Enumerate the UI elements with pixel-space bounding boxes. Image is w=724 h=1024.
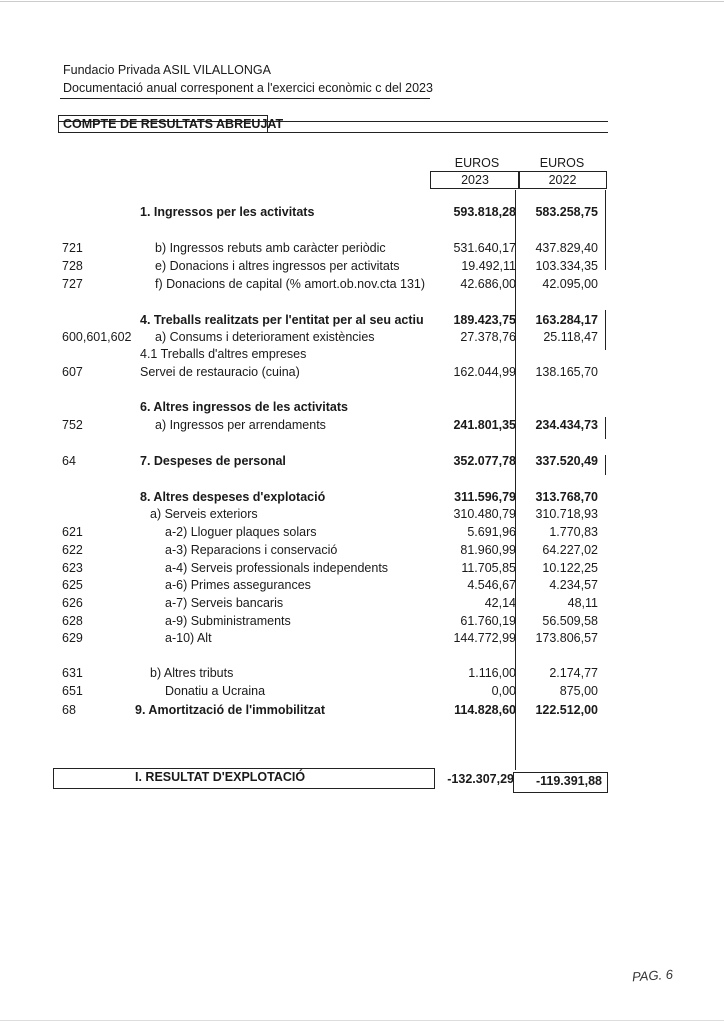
row-label: b) Ingressos rebuts amb caràcter periòdic (155, 241, 386, 255)
row-label: a-9) Subministraments (165, 614, 291, 628)
value-2022: 875,00 (559, 684, 598, 698)
result-label: I. RESULTAT D'EXPLOTACIÓ (135, 770, 306, 784)
page-mark: PAG. 6 (631, 966, 674, 985)
value-2023: 19.492,11 (461, 259, 516, 273)
column-year-2023: 2023 (430, 171, 520, 189)
top-edge-line (0, 1, 724, 2)
account-code: 625 (62, 578, 83, 592)
account-code: 68 (62, 703, 76, 717)
row-label: 8. Altres despeses d'explotació (140, 490, 326, 504)
result-value-2022: -119.391,88 (535, 774, 602, 788)
value-2023: 42,14 (484, 596, 516, 610)
row-label: 9. Amortització de l'immobilitzat (135, 703, 326, 717)
account-code: 631 (62, 666, 83, 680)
row-label: a-6) Primes assegurances (165, 578, 311, 592)
value-2022: 138.165,70 (535, 365, 598, 379)
account-code: 651 (62, 684, 83, 698)
row-label: a-2) Lloguer plaques solars (165, 525, 317, 539)
value-2022: 310.718,93 (535, 507, 598, 521)
section-title: COMPTE DE RESULTATS ABREUJAT (63, 117, 284, 131)
value-2022: 163.284,17 (535, 313, 598, 327)
value-2022: 2.174,77 (549, 666, 598, 680)
organization-name: Fundacio Privada ASIL VILALLONGA (63, 63, 271, 77)
value-2023: 241.801,35 (453, 418, 516, 432)
account-code: 727 (62, 277, 83, 291)
value-2023: 0,00 (491, 684, 516, 698)
row-label: 6. Altres ingressos de les activitats (140, 400, 348, 414)
value-2023: 5.691,96 (467, 525, 516, 539)
account-code: 626 (62, 596, 83, 610)
account-code: 607 (62, 365, 83, 379)
row-label: 4. Treballs realitzats per l'entitat per al seu actiu (140, 313, 424, 327)
row-label: b) Altres tributs (150, 666, 234, 680)
result-value-2023: -132.307,29 (447, 772, 514, 786)
value-2022: 64.227,02 (542, 543, 598, 557)
value-2022: 103.334,35 (535, 259, 598, 273)
account-code: 64 (62, 454, 76, 468)
value-2023: 81.960,99 (460, 543, 516, 557)
account-code: 628 (62, 614, 83, 628)
value-2023: 531.640,17 (453, 241, 516, 255)
value-2022: 1.770,83 (549, 525, 598, 539)
value-2022: 122.512,00 (535, 703, 598, 717)
value-2023: 4.546,67 (467, 578, 516, 592)
account-code: 728 (62, 259, 83, 273)
value-2023: 27.378,76 (460, 330, 516, 344)
value-2022: 42.095,00 (542, 277, 598, 291)
value-2023: 352.077,78 (453, 454, 516, 468)
column-right-edge-top (605, 190, 606, 270)
document-title: Documentació anual corresponent a l'exercici econòmic c del 2023 (63, 81, 433, 95)
value-2022: 10.122,25 (542, 561, 598, 575)
account-code: 752 (62, 418, 83, 432)
value-2023: 310.480,79 (453, 507, 516, 521)
row-label: e) Donacions i altres ingressos per activitats (155, 259, 400, 273)
value-2022: 4.234,57 (549, 578, 598, 592)
row-label: a) Ingressos per arrendaments (155, 418, 326, 432)
row-label: a-7) Serveis bancaris (165, 596, 284, 610)
row-label: a) Consums i deteriorament existències (155, 330, 375, 344)
value-2023: 311.596,79 (454, 490, 516, 504)
row-label: Servei de restauracio (cuina) (140, 365, 300, 379)
value-2022: 56.509,58 (542, 614, 598, 628)
account-code: 622 (62, 543, 83, 557)
value-2023: 144.772,99 (453, 631, 516, 645)
value-2023: 593.818,28 (453, 205, 516, 219)
value-2023: 162.044,99 (453, 365, 516, 379)
value-2023: 42.686,00 (460, 277, 516, 291)
value-2022: 173.806,57 (535, 631, 598, 645)
row-label: 1. Ingressos per les activitats (140, 205, 315, 219)
column-right-edge-arr (605, 417, 606, 439)
value-2023: 189.423,75 (453, 313, 516, 327)
account-code: 600,601,602 (62, 330, 132, 344)
column-currency-2022: EUROS (539, 156, 585, 170)
column-right-edge-mid (605, 310, 606, 350)
column-currency-2023: EUROS (454, 156, 500, 170)
account-code: 629 (62, 631, 83, 645)
row-label: a-3) Reparacions i conservació (165, 543, 338, 557)
bottom-edge-line (0, 1020, 724, 1021)
value-2022: 313.768,70 (535, 490, 598, 504)
value-2022: 48,11 (567, 596, 598, 610)
header-underline (60, 98, 430, 99)
value-2023: 114.828,60 (454, 703, 516, 717)
account-code: 621 (62, 525, 83, 539)
value-2022: 583.258,75 (535, 205, 598, 219)
column-right-edge-pers (605, 455, 606, 475)
row-label: a) Serveis exteriors (150, 507, 258, 521)
value-2023: 61.760,19 (460, 614, 516, 628)
value-2022: 234.434,73 (535, 418, 598, 432)
column-year-2022: 2022 (518, 171, 607, 189)
account-code: 721 (62, 241, 83, 255)
row-label: 4.1 Treballs d'altres empreses (140, 347, 307, 361)
row-label: 7. Despeses de personal (140, 454, 286, 468)
row-label: Donatiu a Ucraina (165, 684, 266, 698)
value-2022: 337.520,49 (535, 454, 598, 468)
row-label: f) Donacions de capital (% amort.ob.nov.cta 131) (155, 277, 426, 291)
section-rule-bottom (58, 132, 608, 133)
account-code: 623 (62, 561, 83, 575)
value-2022: 25.118,47 (543, 330, 598, 344)
value-2023: 1.116,00 (468, 666, 516, 680)
row-label: a-10) Alt (165, 631, 212, 645)
row-label: a-4) Serveis professionals independents (165, 561, 389, 575)
value-2022: 437.829,40 (535, 241, 598, 255)
value-2023: 11.705,85 (461, 561, 516, 575)
